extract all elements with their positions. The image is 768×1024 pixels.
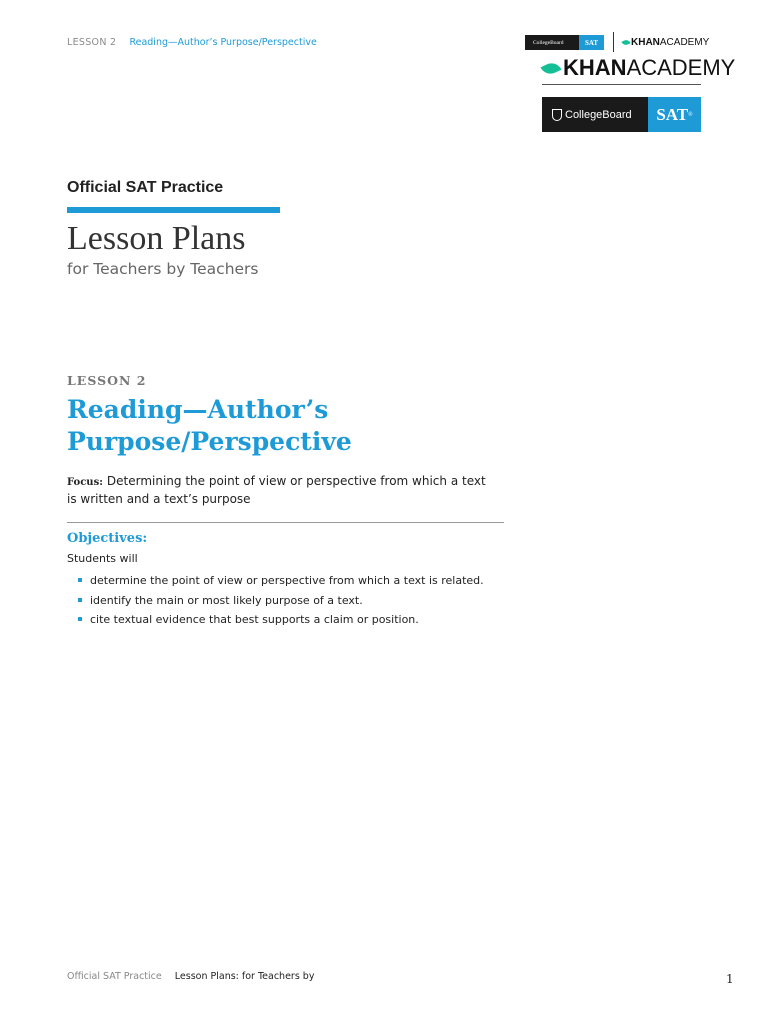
objectives-list	[78, 571, 484, 630]
objective-text: identify the main or most likely purpose of a text.	[90, 593, 363, 607]
official-sat-practice-kicker: Official SAT Practice	[67, 179, 224, 196]
page-title: Lesson Plans	[67, 220, 246, 257]
focus-text: Determining the point of view or perspective from which a text is written and a text’s purpose	[67, 474, 486, 506]
objectives-intro: Students will	[67, 552, 138, 565]
objectives-heading: Objectives:	[67, 531, 148, 546]
mini-khan-bold: KHAN	[631, 37, 660, 48]
sat-box	[648, 97, 701, 132]
collegeboard-name	[542, 109, 648, 121]
section-divider	[67, 522, 504, 523]
header-running-title: Reading—Author’s Purpose/Perspective	[129, 37, 317, 48]
list-item	[78, 591, 484, 611]
header-lesson-tag: LESSON 2	[67, 37, 117, 48]
mini-sat-text: SAT	[579, 35, 604, 50]
mini-khan-logo	[622, 37, 709, 48]
page-subtitle: for Teachers by Teachers	[67, 260, 259, 278]
footer-left: Official SAT Practice	[67, 971, 162, 982]
bullet-icon	[78, 617, 82, 621]
logo-divider	[613, 32, 614, 52]
khan-bold: KHAN	[563, 55, 627, 80]
khan-academy-logo	[542, 55, 735, 81]
lesson-label: LESSON 2	[67, 373, 147, 388]
page-footer	[67, 971, 314, 982]
focus-label: Focus:	[67, 477, 103, 488]
list-item	[78, 610, 484, 630]
khan-rest: ACADEMY	[626, 55, 736, 80]
collegeboard-text: CollegeBoard	[565, 108, 632, 121]
lesson-title: Reading—Author’s Purpose/Perspective	[67, 395, 352, 456]
page-number: 1	[726, 972, 734, 986]
objective-text: determine the point of view or perspective from which a text is related.	[90, 574, 484, 587]
leaf-icon	[541, 59, 562, 77]
mini-collegeboard-text: CollegeBoard	[533, 39, 564, 46]
mini-khan-rest: ACADEMY	[659, 37, 710, 48]
objective-text: cite textual evidence that best supports a claim or position.	[90, 613, 419, 626]
registered-mark: ®	[688, 111, 693, 118]
running-header	[67, 37, 317, 48]
sat-text: SAT	[656, 104, 689, 124]
list-item	[78, 571, 484, 591]
focus-paragraph	[67, 473, 497, 508]
logo-rule	[542, 84, 701, 85]
accent-bar	[67, 207, 280, 213]
collegeboard-sat-logo	[542, 97, 701, 132]
bullet-icon	[78, 598, 82, 602]
acorn-shield-icon	[552, 109, 562, 121]
leaf-icon	[621, 39, 630, 47]
bullet-icon	[78, 578, 82, 582]
footer-right: Lesson Plans: for Teachers by	[174, 971, 315, 982]
mini-collegeboard-logo	[525, 35, 604, 50]
